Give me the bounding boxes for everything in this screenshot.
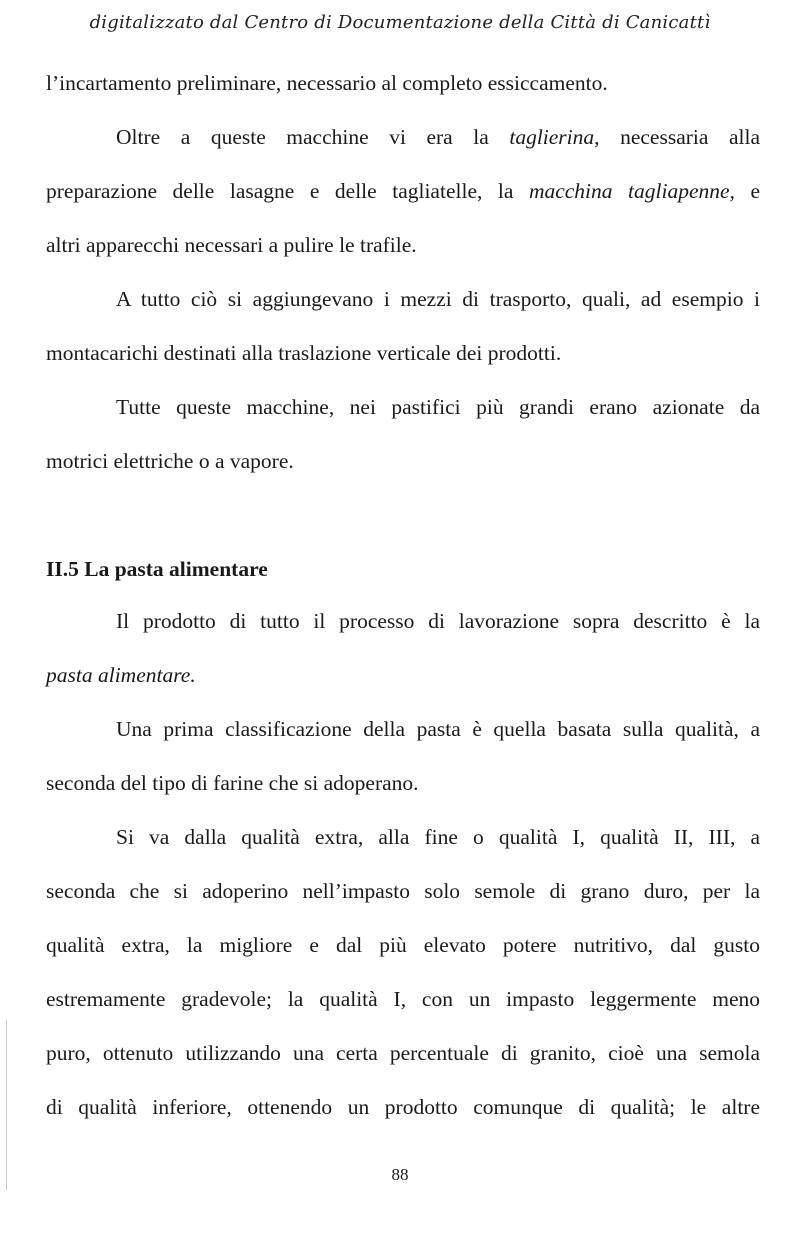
text-span: , necessaria alla [594, 125, 760, 149]
text-line: Tutte queste macchine, nei pastifici più grandi erano azionate da [116, 395, 760, 419]
text-line [46, 178, 760, 204]
text-span: Oltre a queste macchine vi era la [116, 125, 510, 149]
section-heading: II.5 La pasta alimentare [46, 557, 268, 581]
text-line [46, 124, 760, 150]
digitization-watermark: digitalizzato dal Centro di Documentazione della Città di Canicattì [89, 12, 711, 33]
text-line: A tutto ciò si aggiungevano i mezzi di trasporto, quali, ad esempio i [116, 287, 760, 311]
text-line: di qualità inferiore, ottenendo un prodotto comunque di qualità; le altre [46, 1095, 760, 1119]
text-line: seconda che si adoperino nell’impasto solo semole di grano duro, per la [46, 879, 760, 903]
text-line: qualità extra, la migliore e dal più elevato potere nutritivo, dal gusto [46, 933, 760, 957]
italic-term: macchina tagliapenne, [528, 179, 735, 203]
text-span: e [734, 179, 761, 203]
text-line: l’incartamento preliminare, necessario al completo essiccamento. [46, 71, 608, 95]
text-span: preparazione delle lasagne e delle tagliatelle, la [46, 179, 529, 203]
text-line: Una prima classificazione della pasta è quella basata sulla qualità, a [116, 717, 760, 741]
text-line: estremamente gradevole; la qualità I, con un impasto leggermente meno [46, 987, 760, 1011]
text-line: puro, ottenuto utilizzando una certa percentuale di granito, cioè una semola [46, 1041, 760, 1065]
italic-term: pasta alimentare. [46, 663, 196, 687]
text-line: montacarichi destinati alla traslazione verticale dei prodotti. [46, 341, 562, 365]
text-line: altri apparecchi necessari a pulire le trafile. [46, 233, 417, 257]
italic-term: taglierina [509, 125, 595, 149]
page-number: 88 [391, 1165, 409, 1184]
text-line: seconda del tipo di farine che si adoperano. [46, 771, 419, 795]
text-line: Il prodotto di tutto il processo di lavorazione sopra descritto è la [116, 609, 760, 633]
text-line: Si va dalla qualità extra, alla fine o qualità I, qualità II, III, a [116, 825, 760, 849]
text-line: motrici elettriche o a vapore. [46, 449, 294, 473]
